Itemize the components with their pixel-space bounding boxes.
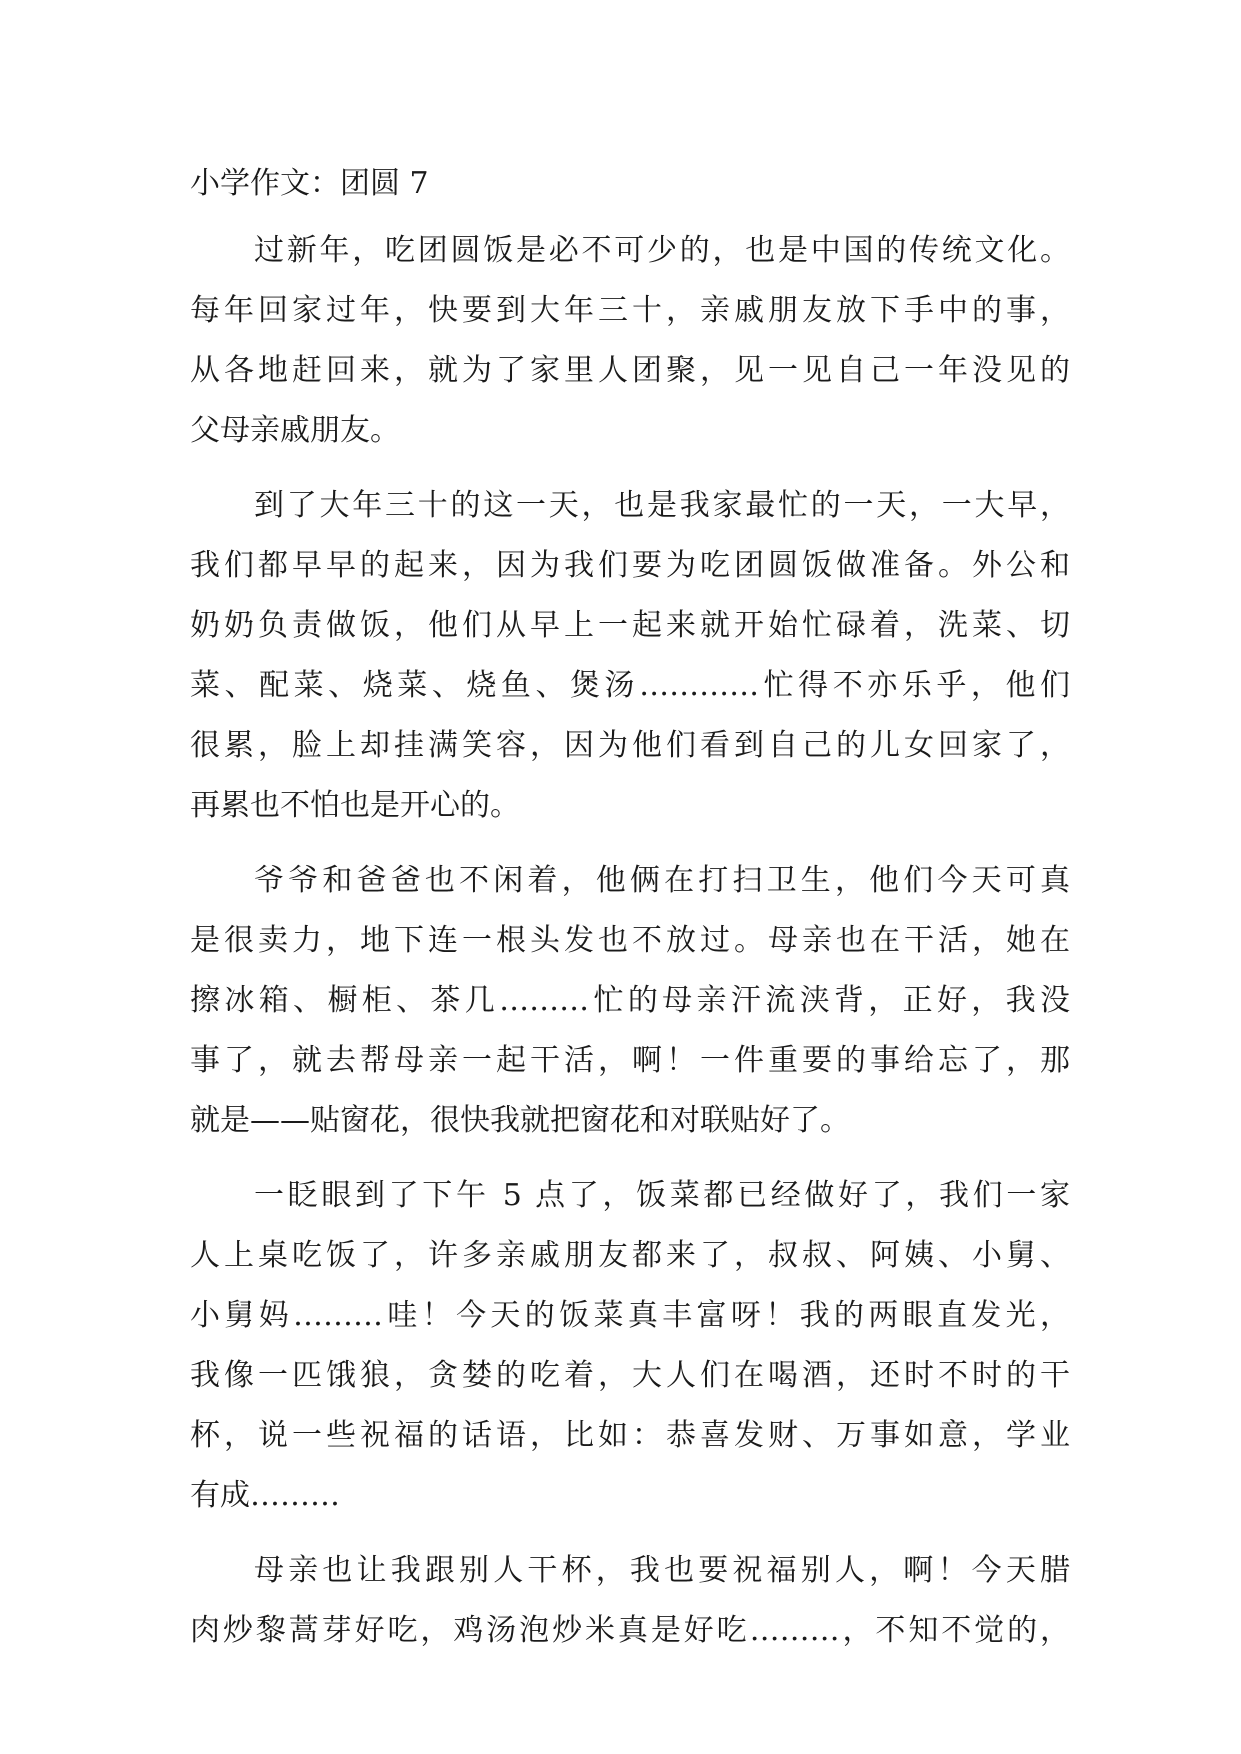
paragraph-2 xyxy=(190,476,1070,836)
text-line: 母亲也让我跟别人干杯，我也要祝福别人，啊！今天腊 xyxy=(254,1553,1070,1588)
text-line: 每年回家过年，快要到大年三十，亲戚朋友放下手中的事， xyxy=(190,293,1070,328)
text-line: 就是——贴窗花，很快我就把窗花和对联贴好了。 xyxy=(190,1103,850,1138)
paragraph-5 xyxy=(190,1541,1070,1661)
text-line: 我们都早早的起来，因为我们要为吃团圆饭做准备。外公和 xyxy=(190,548,1070,583)
text-line: 到了大年三十的这一天，也是我家最忙的一天，一大早， xyxy=(254,488,1070,523)
text-line: 擦冰箱、橱柜、茶几………忙的母亲汗流浃背，正好，我没 xyxy=(190,983,1070,1018)
paragraph-3 xyxy=(190,851,1070,1151)
text-line: 我像一匹饿狼，贪婪的吃着，大人们在喝酒，还时不时的干 xyxy=(190,1358,1070,1393)
text-line: 很累，脸上却挂满笑容，因为他们看到自己的儿女回家了， xyxy=(190,728,1070,763)
text-line: 再累也不怕也是开心的。 xyxy=(190,788,520,823)
text-line: 是很卖力，地下连一根头发也不放过。母亲也在干活，她在 xyxy=(190,923,1070,958)
text-line: 小舅妈………哇！今天的饭菜真丰富呀！我的两眼直发光， xyxy=(190,1298,1070,1333)
text-line: 杯，说一些祝福的话语，比如：恭喜发财、万事如意，学业 xyxy=(190,1418,1070,1453)
text-line: 父母亲戚朋友。 xyxy=(190,413,400,448)
text-line: 从各地赶回来，就为了家里人团聚，见一见自己一年没见的 xyxy=(190,353,1070,388)
text-line: 过新年，吃团圆饭是必不可少的，也是中国的传统文化。 xyxy=(254,233,1070,268)
text-line: 人上桌吃饭了，许多亲戚朋友都来了，叔叔、阿姨、小舅、 xyxy=(190,1238,1070,1273)
document-body xyxy=(190,160,1070,1676)
text-line: 奶奶负责做饭，他们从早上一起来就开始忙碌着，洗菜、切 xyxy=(190,608,1070,643)
text-line: 爷爷和爸爸也不闲着，他俩在打扫卫生，他们今天可真 xyxy=(254,863,1070,898)
text-line: 肉炒黎蒿芽好吃，鸡汤泡炒米真是好吃………，不知不觉的， xyxy=(190,1613,1070,1648)
paragraph-1 xyxy=(190,221,1070,461)
text-line: 事了，就去帮母亲一起干活，啊！一件重要的事给忘了，那 xyxy=(190,1043,1070,1078)
paragraph-4 xyxy=(190,1166,1070,1526)
text-line: 菜、配菜、烧菜、烧鱼、煲汤…………忙得不亦乐乎，他们 xyxy=(190,668,1070,703)
document-title: 小学作文：团圆 7 xyxy=(190,166,429,201)
text-line: 有成……… xyxy=(190,1478,340,1513)
text-line: 一眨眼到了下午 5 点了，饭菜都已经做好了，我们一家 xyxy=(254,1178,1070,1213)
